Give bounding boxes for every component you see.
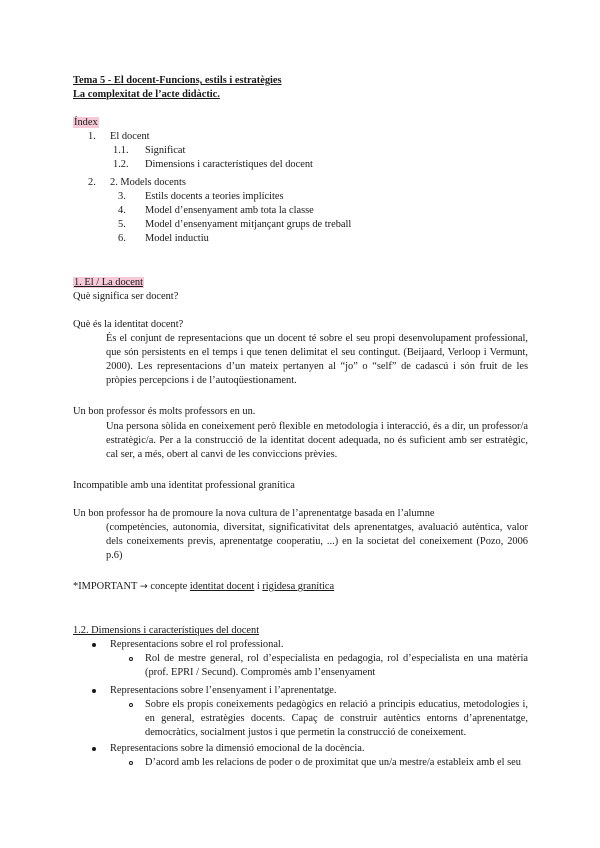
index-item-1-2: Dimensions i característiques del docent xyxy=(145,159,313,170)
index-item-6: Model inductiu xyxy=(145,233,209,244)
index-num-4: 4. xyxy=(118,205,126,216)
bullet-icon xyxy=(92,747,96,751)
statement-new-culture: Un bon professor ha de promoure la nova cultura de l’aprenentatge basada en l’alumne xyxy=(73,508,435,519)
index-item-2: 2. Models docents xyxy=(110,177,186,188)
sub-bullet-icon xyxy=(129,761,133,765)
statement-incompatible: Incompatible amb una identitat professional granítica xyxy=(73,480,295,491)
sub-bullet-icon xyxy=(129,703,133,707)
bullet-teaching-learning: Representacions sobre l’ensenyament i l’aprenentatge. xyxy=(110,685,337,696)
statement-good-teacher: Un bon professor és molts professors en un. xyxy=(73,406,256,417)
sub-bullet-icon xyxy=(129,657,133,661)
index-item-1-1: Significat xyxy=(145,145,186,156)
important-note: *IMPORTANT → concepte identitat docent i rigidesa granítica xyxy=(73,581,335,592)
bullet-emotional-dimension: Representacions sobre la dimensió emocional de la docència. xyxy=(110,743,365,754)
index-item-3: Estils docents a teories implícites xyxy=(145,191,284,202)
index-num-5: 5. xyxy=(118,219,126,230)
index-item-4: Model d’ensenyament amb tota la classe xyxy=(145,205,314,216)
index-item-5: Model d’ensenyament mitjançant grups de treball xyxy=(145,219,352,230)
paragraph-new-culture: (competències, autonomia, diversitat, significativitat dels aprenentatges, avaluació autèntica, valor dels coneixements previs, aprenentatge cooperatiu, ...) en la societat del coneixement (Pozo, 2006 p.6) xyxy=(106,522,528,561)
paragraph-strategic-teacher: Una persona sòlida en coneixement però flexible en metodologia i interacció, és a dir, un professor/a estratègic/a. Per a la construcció de la identitat docent adequada, no és suficient amb ser estratègic, cal ser, a més, obert al canvi de les conviccions prèvies. xyxy=(106,421,528,460)
arrow-right-icon: → xyxy=(139,581,148,592)
section-1-heading: 1. El / La docent xyxy=(74,277,143,288)
section-1-2-heading: 1.2. Dimensions i característiques del docent xyxy=(73,625,260,636)
index-num-1-1: 1.1. xyxy=(113,145,129,156)
index-num-1: 1. xyxy=(88,131,96,142)
document-subtitle: La complexitat de l’acte didàctic. xyxy=(73,89,220,100)
sub-bullet-role-types: Rol de mestre general, rol d’especialista en pedagogia, rol d’especialista en una matèria (prof. EPRI / Secund). Compromès amb l’ensenyament xyxy=(145,653,528,678)
bullet-icon xyxy=(92,689,96,693)
bullet-icon xyxy=(92,643,96,647)
bullet-professional-role: Representacions sobre el rol professional. xyxy=(110,639,284,650)
question-what-is-teacher: Què significa ser docent? xyxy=(73,291,179,302)
sub-bullet-pedagogical-knowledge: Sobre els propis coneixements pedagògics en relació a principis educatius, metodologies i, en general, estratègies docents. Capaç de construir autèntics entorns d’aprenentatge, democràtics, socialment justos i que permetin la construcció de coneixement. xyxy=(145,699,528,738)
index-num-2: 2. xyxy=(88,177,96,188)
paragraph-identity-definition: És el conjunt de representacions que un docent té sobre el seu propi desenvolupament professional, que són persistents en el temps i que tenen delimitat el seu contingut. (Beijaard, Verloop i Vermunt, 2000). Les representacions d’un mateix pertanyen al “jo” o “self” de cadascú i són fruit de les pròpies percepcions i de l’autoqüestionament. xyxy=(106,333,528,386)
index-num-1-2: 1.2. xyxy=(113,159,129,170)
document-title: Tema 5 - El docent-Funcions, estils i estratègies xyxy=(73,75,282,86)
index-num-3: 3. xyxy=(118,191,126,202)
index-item-1: El docent xyxy=(110,131,150,142)
sub-bullet-power-relations: D’acord amb les relacions de poder o de proximitat que un/a mestre/a estableix amb el seu xyxy=(145,757,521,768)
index-num-6: 6. xyxy=(118,233,126,244)
question-teacher-identity: Què és la identitat docent? xyxy=(73,319,184,330)
index-heading: Índex xyxy=(74,117,98,128)
